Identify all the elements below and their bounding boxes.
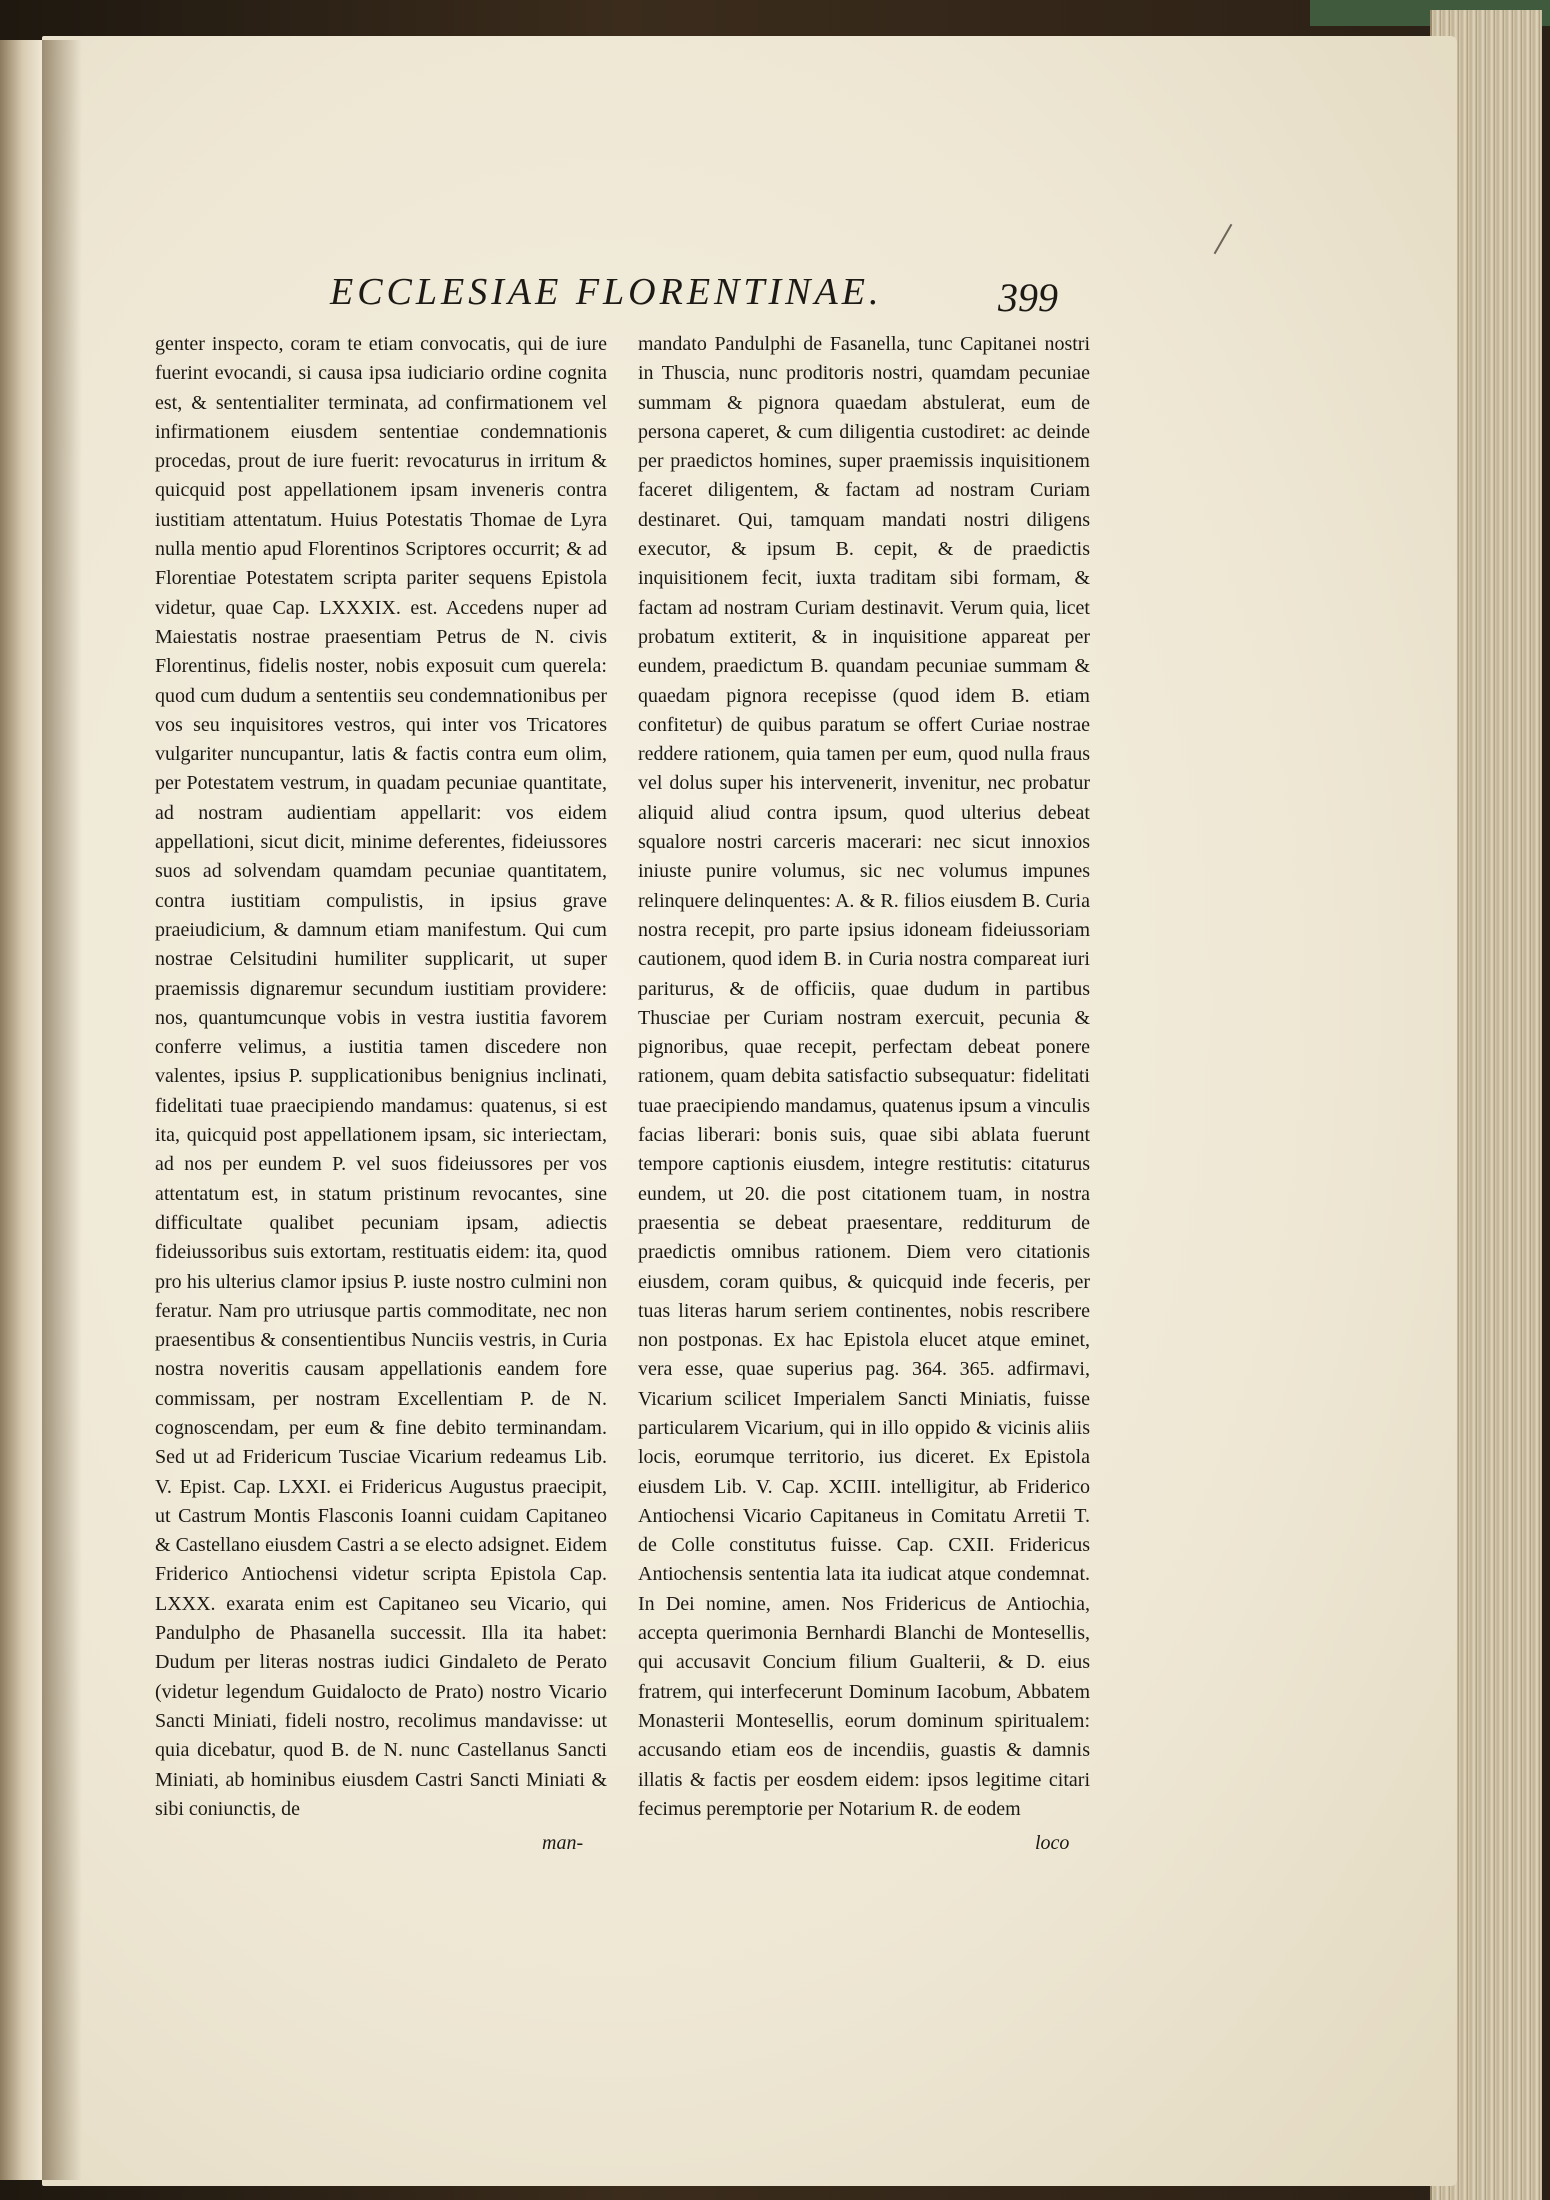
right-catchword: loco: [1035, 1832, 1070, 1854]
left-text-column: [155, 330, 607, 1824]
running-header: ECCLESIAE FLORENTINAE.: [330, 271, 883, 313]
right-column-text: mandato Pandulphi de Fasanella, tunc Capitanei nostri in Thuscia, nunc proditoris nostri, quamdam pecuniae summam & pignora quaedam abstulerat, eum de persona caperet, & cum diligentia custodiret: ac deinde per praedictos homines, super praemissis inquisitionem faceret diligentem, & factam ad nostram Curiam destinaret. Qui, tamquam mandati nostri diligens executor, & ipsum B. cepit, & de praedictis inquisitionem fecit, iuxta traditam sibi formam, & factam ad nostram Curiam destinavit. Verum quia, licet probatum extiterit, & in inquisitione appareat per eundem, praedictum B. quandam pecuniae summam & quaedam pignora recepisse (quod idem B. etiam confitetur) de quibus paratum se offert Curiae nostrae reddere rationem, quia tamen per eum, quod nulla fraus vel dolus super his intervenerit, invenitur, nec probatur aliquid aliud contra ipsum, quod ulterius debeat squalore nostri carceris macerari: nec sicut innoxios iniuste punire volumus, sic nec volumus impunes relinquere delinquentes: A. & R. filios eiusdem B. Curia nostra recepit, pro parte ipsius idoneam fideiussoriam cautionem, quod idem B. in Curia nostra compareat iuri pariturus, & de officiis, quae dudum in partibus Thusciae per Curiam nostram exercuit, pecunia & pignoribus, quae recepit, perfectam debeat ponere rationem, quam debita satisfactio subsequatur: fidelitati tuae praecipiendo mandamus, quatenus ipsum a vinculis facias liberari: bonis suis, quae sibi ablata fuerunt tempore captionis eiusdem, integre restitutis: citaturus eundem, ut 20. die post citationem tuam, in nostra praesentia se debeat praesentare, redditurum de praedictis omnibus rationem. Diem vero citationis eiusdem, coram quibus, & quicquid inde feceris, per tuas literas harum seriem continentes, nobis rescribere non postponas. Ex hac Epistola elucet atque eminet, vera esse, quae superius pag. 364. 365. adfirmavi, Vicarium scilicet Imperialem Sancti Miniatis, fuisse particularem Vicarium, qui in illo oppido & vicinis aliis locis, eorumque territorio, ius diceret. Ex Epistola eiusdem Lib. V. Cap. XCIII. intelligitur, ab Friderico Antiochensi Vicario Capitaneus in Comitatu Arretii T. de Colle constitutus fuisse. Cap. CXII. Fridericus Antiochensis sententia lata ita iudicat atque condemnat. In Dei nomine, amen. Nos Fridericus de Antiochia, accepta querimonia Bernhardi Blanchi de Montesellis, qui accusavit Concium filium Gualterii, & D. eius fratrem, qui interfecerunt Dominum Iacobum, Abbatem Monasterii Montesellis, eorum dominum spiritualem: accusando etiam eos de incendiis, guastis & damnis illatis & factis per eosdem eidem: ipsos legitime citari fecimus peremptorie per Notarium R. de eodem: [638, 333, 1090, 1820]
left-page-edge: [0, 40, 42, 2180]
left-catchword: man-: [542, 1832, 584, 1854]
right-text-column: [638, 330, 1090, 1824]
page-number: 399: [998, 275, 1058, 320]
left-column-text: genter inspecto, coram te etiam convocatis, qui de iure fuerint evocandi, si causa ipsa iudiciario ordine cognita est, & sententialiter terminata, ad confirmationem vel infirmationem eiusdem sententiae condemnationis procedas, prout de iure fuerit: revocaturus in irritum & quicquid post appellationem ipsam inveneris contra iustitiam attentatum. Huius Potestatis Thomae de Lyra nulla mentio apud Florentinos Scriptores occurrit; & ad Florentiae Potestatem scripta pariter sequens Epistola videtur, quae Cap. LXXXIX. est. Accedens nuper ad Maiestatis nostrae praesentiam Petrus de N. civis Florentinus, fidelis noster, nobis exposuit cum querela: quod cum dudum a sententiis seu condemnationibus per vos seu inquisitores vestros, qui inter vos Tricatores vulgariter nuncupantur, latis & factis contra eum olim, per Potestatem vestrum, in quadam pecuniae quantitate, ad nostram audientiam appellarit: vos eidem appellationi, sicut dicit, minime deferentes, fideiussores suos ad solvendam quamdam pecuniae quantitatem, contra iustitiam compulistis, in ipsius grave praeiudicium, & damnum etiam manifestum. Qui cum nostrae Celsitudini humiliter supplicarit, ut super praemissis dignaremur secundum iustitiam providere: nos, quantumcunque vobis in vestra iustitia favorem conferre velimus, a iustitia tamen discedere non valentes, ipsius P. supplicationibus benignius inclinati, fidelitati tuae praecipiendo mandamus: quatenus, si est ita, quicquid post appellationem ipsam, sic interiectam, ad nos per eundem P. vel suos fideiussores per vos attentatum est, in statum pristinum revocantes, sine difficultate qualibet pecuniam ipsam, adiectis fideiussoribus suis extortam, restituatis eidem: ita, quod pro his ulterius clamor ipsius P. iuste nostro culmini non feratur. Nam pro utriusque partis commoditate, nec non praesentibus & consentientibus Nunciis vestris, in Curia nostra noveritis causam appellationis eandem fore commissam, per nostram Excellentiam P. de N. cognoscendam, per eum & fine debito terminandam. Sed ut ad Fridericum Tusciae Vicarium redeamus Lib. V. Epist. Cap. LXXI. ei Fridericus Augustus praecipit, ut Castrum Montis Flasconis Ioanni cuidam Capitaneo & Castellano eiusdem Castri a se electo adsignet. Eidem Friderico Antiochensi videtur scripta Epistola Cap. LXXX. exarata enim est Capitaneo seu Vicario, qui Pandulpho de Phasanella successit. Illa ita habet: Dudum per literas nostras iudici Gindaleto de Perato (videtur legendum Guidalocto de Prato) nostro Vicario Sancti Miniati, fideli nostro, recolimus mandavisse: ut quia dicebatur, quod B. de N. nunc Castellanus Sancti Miniati, ab hominibus eiusdem Castri Sancti Miniati & sibi coniunctis, de: [155, 333, 607, 1820]
gutter-shadow: [42, 40, 82, 2180]
